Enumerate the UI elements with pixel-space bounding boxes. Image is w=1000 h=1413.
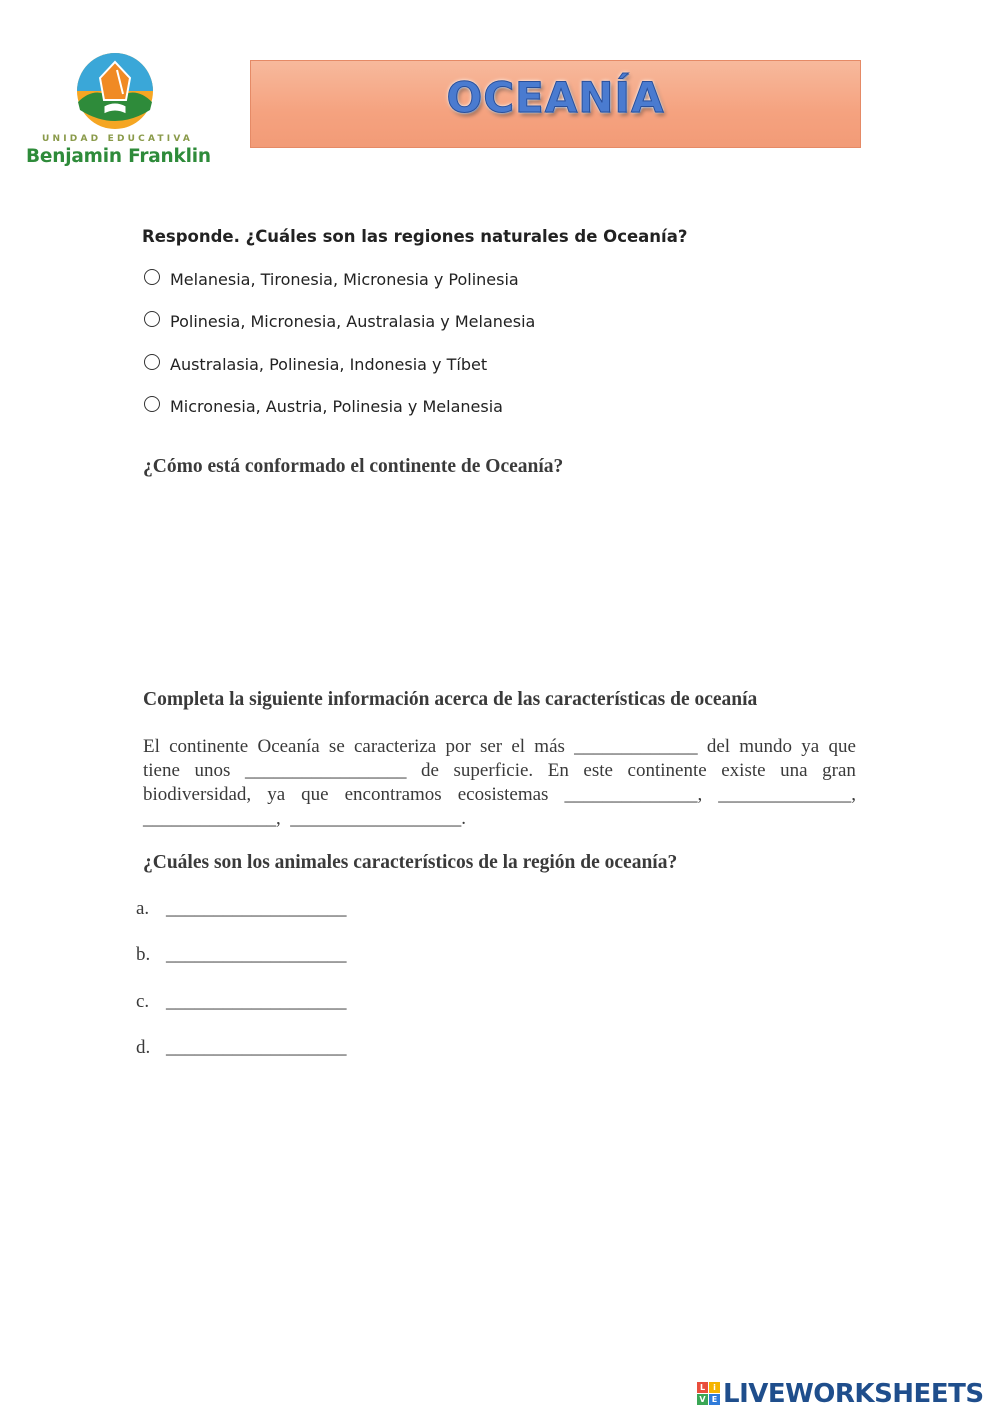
question-2-heading: ¿Cómo está conformado el continente de Oceanía? (143, 456, 564, 477)
option-label: Micronesia, Austria, Polinesia y Melanesia (170, 396, 503, 416)
option-3[interactable] (144, 351, 487, 377)
logo-letter: E (709, 1394, 720, 1405)
radio-button[interactable] (144, 396, 160, 412)
fill-in-paragraph (143, 735, 856, 831)
radio-button[interactable] (144, 269, 160, 285)
page-title: OCEANÍA (446, 73, 665, 122)
paragraph-word: encontramos (344, 784, 442, 805)
paragraph-word: ya (267, 784, 286, 805)
fill-blank[interactable]: _____________ (574, 736, 698, 757)
paragraph-word: superficie. (453, 760, 534, 781)
option-1[interactable] (144, 266, 519, 292)
liveworksheets-brand (697, 1378, 984, 1410)
answer-blank[interactable]: ___________________ (166, 991, 347, 1012)
paragraph-word: más (534, 736, 565, 757)
paragraph-line (143, 735, 856, 759)
paragraph-word: continente (627, 760, 707, 781)
radio-button[interactable] (144, 311, 160, 327)
question-1-heading: Responde. ¿Cuáles son las regiones naturales de Oceanía? (142, 227, 688, 246)
option-label: Polinesia, Micronesia, Australasia y Melanesia (170, 311, 536, 331)
paragraph-word: caracteriza (353, 736, 437, 757)
paragraph-word: de (421, 760, 439, 781)
logo-letter: V (697, 1394, 708, 1405)
answer-item-b (136, 944, 347, 966)
answer-blank[interactable]: ___________________ (166, 898, 347, 919)
option-label: Melanesia, Tironesia, Micronesia y Polinesia (170, 269, 519, 289)
paragraph-word: existe (721, 760, 766, 781)
fill-blank[interactable]: ______________, __________________. (143, 808, 466, 829)
paragraph-word: En (547, 760, 569, 781)
fill-blank[interactable]: _________________ (244, 760, 407, 781)
school-type-label: UNIDAD EDUCATIVA (42, 134, 194, 144)
paragraph-word: ser (479, 736, 503, 757)
liveworksheets-logo-icon (697, 1382, 721, 1406)
paragraph-word: el (511, 736, 526, 757)
paragraph-word: Oceanía (257, 736, 320, 757)
answer-area[interactable] (143, 490, 856, 670)
paragraph-line (143, 759, 856, 783)
paragraph-word: por (445, 736, 471, 757)
paragraph-word: este (583, 760, 613, 781)
paragraph-word: tiene (143, 760, 180, 781)
paragraph-word: una (780, 760, 808, 781)
paragraph-line (143, 807, 856, 831)
paragraph-word: ecosistemas (457, 784, 549, 805)
answer-blank[interactable]: ___________________ (166, 944, 347, 965)
logo-letter: i (709, 1382, 720, 1393)
paragraph-word: continente (169, 736, 249, 757)
brand-name: LIVEWORKSHEETS (723, 1379, 984, 1409)
paragraph-line (143, 783, 856, 807)
school-logo (22, 48, 212, 173)
paragraph-word: que (301, 784, 329, 805)
item-letter: d. (136, 1037, 151, 1058)
answer-item-d (136, 1037, 347, 1059)
radio-button[interactable] (144, 354, 160, 370)
question-4-heading: ¿Cuáles son los animales característicos de la región de oceanía? (143, 852, 678, 873)
item-letter: c. (136, 991, 150, 1012)
paragraph-word: del (706, 736, 731, 757)
question-3-heading: Completa la siguiente información acerca de las características de oceanía (143, 689, 758, 710)
school-emblem-icon (74, 50, 156, 132)
option-2[interactable] (144, 308, 535, 334)
item-letter: b. (136, 944, 151, 965)
fill-blank[interactable]: ______________, (718, 784, 856, 805)
item-letter: a. (136, 898, 150, 919)
paragraph-word: mundo (739, 736, 793, 757)
option-4[interactable] (144, 393, 503, 419)
answer-item-c (136, 991, 347, 1013)
paragraph-word: se (328, 736, 345, 757)
answer-item-a (136, 898, 347, 920)
paragraph-word: unos (194, 760, 231, 781)
paragraph-word: biodiversidad, (143, 784, 252, 805)
answer-blank[interactable]: ___________________ (166, 1037, 347, 1058)
fill-blank[interactable]: ______________, (564, 784, 703, 805)
paragraph-word: El (143, 736, 160, 757)
title-banner (250, 60, 861, 148)
school-name-label: Benjamin Franklin (26, 146, 211, 167)
paragraph-word: ya (801, 736, 820, 757)
paragraph-word: que (828, 736, 856, 757)
paragraph-word: gran (822, 760, 856, 781)
logo-letter: L (697, 1382, 708, 1393)
option-label: Australasia, Polinesia, Indonesia y Tíbet (170, 354, 488, 374)
